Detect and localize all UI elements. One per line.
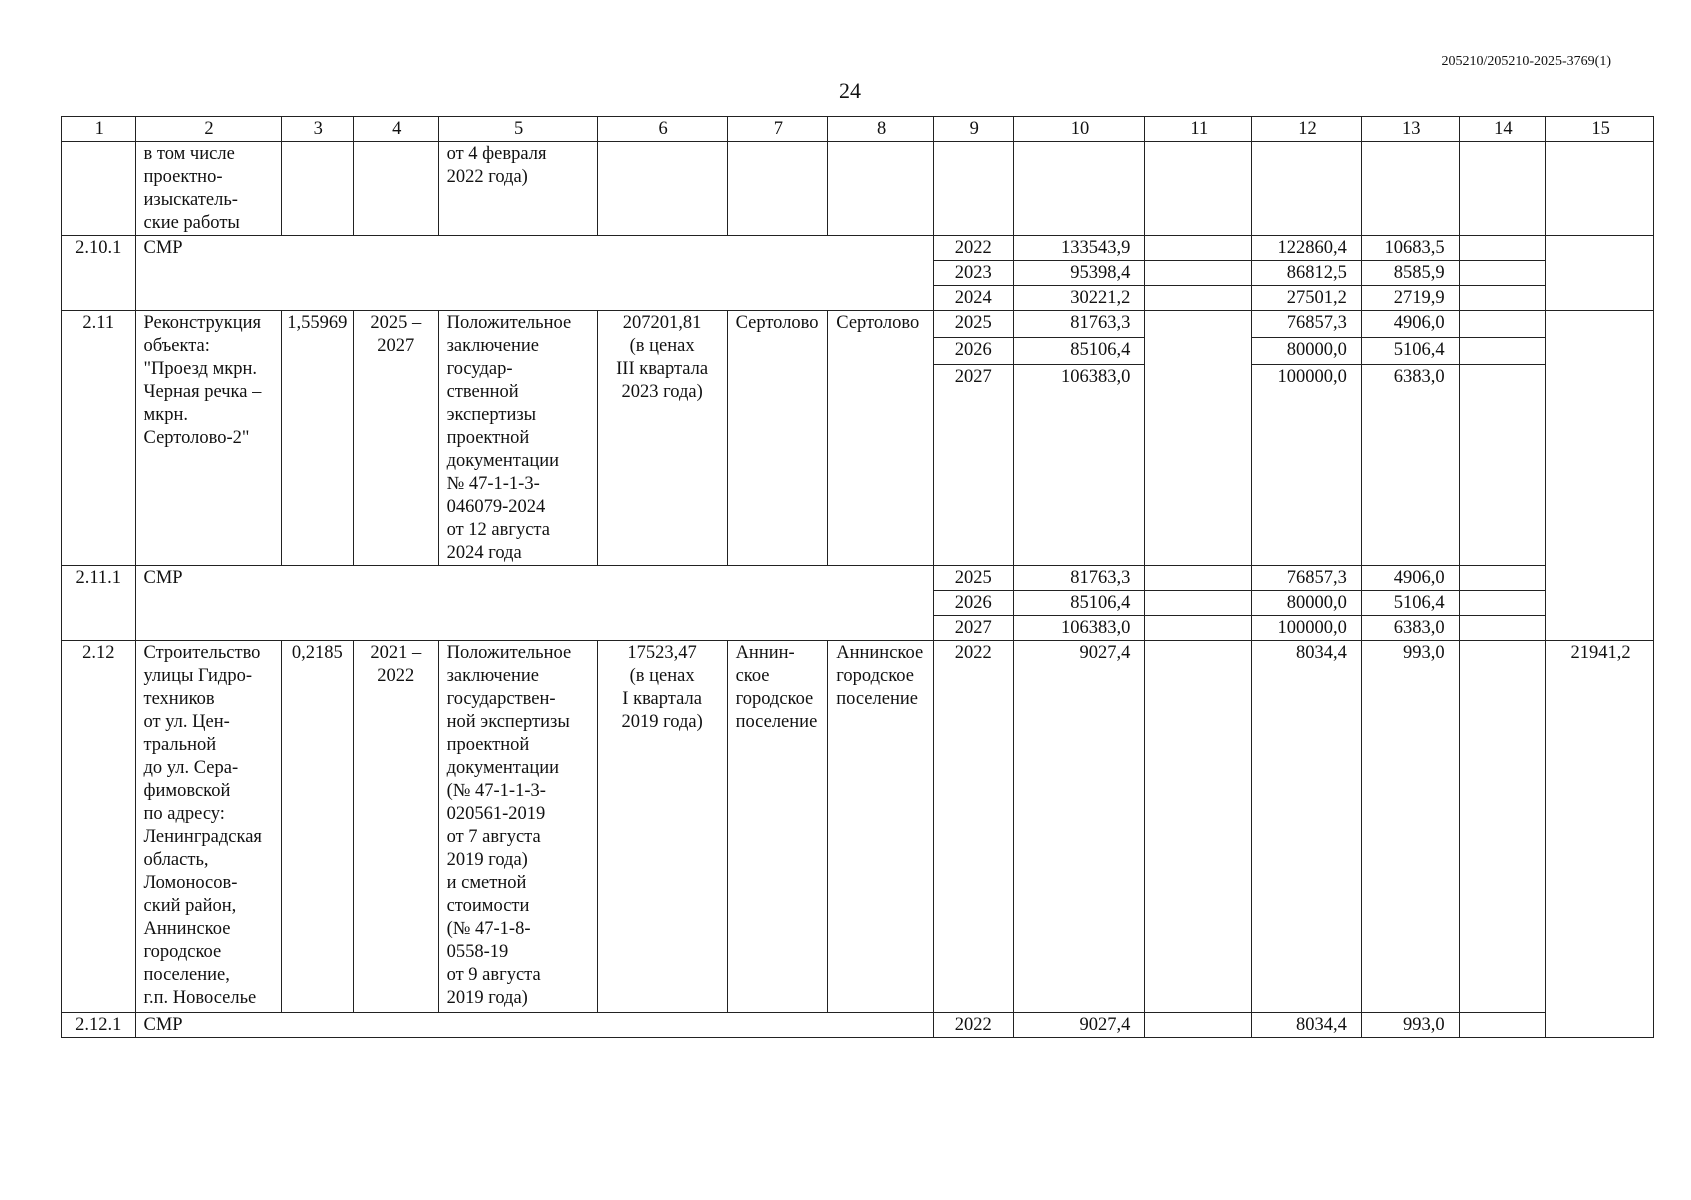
column-number: 13 <box>1361 117 1459 142</box>
amount-col13: 5106,4 <box>1361 337 1459 364</box>
amount-col12: 76857,3 <box>1252 311 1362 338</box>
amount-col13: 4906,0 <box>1361 566 1459 591</box>
amount-col12: 100000,0 <box>1252 364 1362 565</box>
table-row <box>62 1013 1654 1038</box>
column-number: 9 <box>933 117 1013 142</box>
column-number: 2 <box>135 117 281 142</box>
expertise-document: Положительное заключение государствен- ной экспертизы проектной документации (№ 47-1-1-3- 020561-2019 от 7 августа 2019 года) и сметной стоимости (№ 47-1-8- 0558-19 от 9 августа 2019 года) <box>438 641 597 1013</box>
amount-col13: 993,0 <box>1361 1013 1459 1038</box>
total-amount: 133543,9 <box>1013 236 1145 261</box>
total-amount: 30221,2 <box>1013 286 1145 311</box>
total-amount: 106383,0 <box>1013 616 1145 641</box>
row-number: 2.12 <box>62 641 136 1013</box>
expertise-document: Положительное заключение государ- ственной экспертизы проектной документации № 47-1-1-3- 046079-2024 от 12 августа 2024 года <box>438 311 597 566</box>
column-number: 12 <box>1252 117 1362 142</box>
document-id: 205210/205210-2025-3769(1) <box>1441 54 1611 69</box>
amount-col12: 122860,4 <box>1252 236 1362 261</box>
amount-col13: 10683,5 <box>1361 236 1459 261</box>
table-row <box>62 236 1654 261</box>
amount-col13: 2719,9 <box>1361 286 1459 311</box>
expertise-document: от 4 февраля 2022 года) <box>438 142 597 236</box>
year: 2025 <box>933 566 1013 591</box>
column-number: 7 <box>727 117 828 142</box>
total-amount: 85106,4 <box>1013 591 1145 616</box>
amount-col15: 21941,2 <box>1546 641 1654 1038</box>
work-type: СМР <box>135 566 933 641</box>
period: 2021 – 2022 <box>354 641 439 1013</box>
year: 2026 <box>933 337 1013 364</box>
amount-col12: 100000,0 <box>1252 616 1362 641</box>
column-number: 14 <box>1459 117 1546 142</box>
year: 2027 <box>933 616 1013 641</box>
length: 0,2185 <box>281 641 354 1013</box>
column-number: 8 <box>828 117 934 142</box>
total-amount: 81763,3 <box>1013 566 1145 591</box>
amount-col13: 5106,4 <box>1361 591 1459 616</box>
object-name: Реконструкция объекта: "Проезд мкрн. Черная речка – мкрн. Сертолово-2" <box>135 311 281 566</box>
row-number: 2.12.1 <box>62 1013 136 1038</box>
period: 2025 – 2027 <box>354 311 439 566</box>
year: 2024 <box>933 286 1013 311</box>
table-row <box>62 641 1654 1013</box>
column-number-row <box>62 117 1654 142</box>
customer: Сертолово <box>828 311 934 566</box>
amount-col12: 8034,4 <box>1252 1013 1362 1038</box>
year: 2025 <box>933 311 1013 338</box>
customer: Аннинское городское поселение <box>828 641 934 1013</box>
year: 2022 <box>933 1013 1013 1038</box>
total-amount: 95398,4 <box>1013 261 1145 286</box>
object-name: Строительство улицы Гидро- техников от ул. Цен- тральной до ул. Сера- фимовской по адресу: Ленинградская область, Ломоносов- ский район, Аннинское городское поселение, г.п. Новоселье <box>135 641 281 1013</box>
total-amount: 9027,4 <box>1013 641 1145 1013</box>
year: 2023 <box>933 261 1013 286</box>
amount-col12: 27501,2 <box>1252 286 1362 311</box>
year: 2022 <box>933 236 1013 261</box>
amount-col13: 8585,9 <box>1361 261 1459 286</box>
municipality: Аннин- ское городское поселение <box>727 641 828 1013</box>
table-row <box>62 566 1654 591</box>
year: 2026 <box>933 591 1013 616</box>
amount-col12: 76857,3 <box>1252 566 1362 591</box>
estimated-cost: 207201,81 (в ценах III квартала 2023 года) <box>597 311 727 566</box>
amount-col13: 6383,0 <box>1361 616 1459 641</box>
table-row <box>62 311 1654 338</box>
municipality: Сертолово <box>727 311 828 566</box>
column-number: 4 <box>354 117 439 142</box>
row-number: 2.11 <box>62 311 136 566</box>
amount-col13: 993,0 <box>1361 641 1459 1013</box>
amount-col13: 6383,0 <box>1361 364 1459 565</box>
amount-col12: 80000,0 <box>1252 337 1362 364</box>
total-amount: 106383,0 <box>1013 364 1145 565</box>
object-name: в том числе проектно- изыскатель- ские работы <box>135 142 281 236</box>
column-number: 1 <box>62 117 136 142</box>
column-number: 10 <box>1013 117 1145 142</box>
column-number: 6 <box>597 117 727 142</box>
row-number: 2.10.1 <box>62 236 136 311</box>
column-number: 3 <box>281 117 354 142</box>
row-number: 2.11.1 <box>62 566 136 641</box>
table-row <box>62 142 1654 236</box>
year: 2022 <box>933 641 1013 1013</box>
column-number: 11 <box>1145 117 1252 142</box>
amount-col13: 4906,0 <box>1361 311 1459 338</box>
amount-col12: 80000,0 <box>1252 591 1362 616</box>
length: 1,55969 <box>281 311 354 566</box>
amount-col12: 8034,4 <box>1252 641 1362 1013</box>
total-amount: 81763,3 <box>1013 311 1145 338</box>
amount-col12: 86812,5 <box>1252 261 1362 286</box>
page-number: 24 <box>839 78 861 103</box>
program-table <box>61 116 1654 1038</box>
total-amount: 85106,4 <box>1013 337 1145 364</box>
estimated-cost: 17523,47 (в ценах I квартала 2019 года) <box>597 641 727 1013</box>
year: 2027 <box>933 364 1013 565</box>
column-number: 5 <box>438 117 597 142</box>
column-number: 15 <box>1546 117 1654 142</box>
work-type: СМР <box>135 1013 933 1038</box>
work-type: СМР <box>135 236 933 311</box>
total-amount: 9027,4 <box>1013 1013 1145 1038</box>
